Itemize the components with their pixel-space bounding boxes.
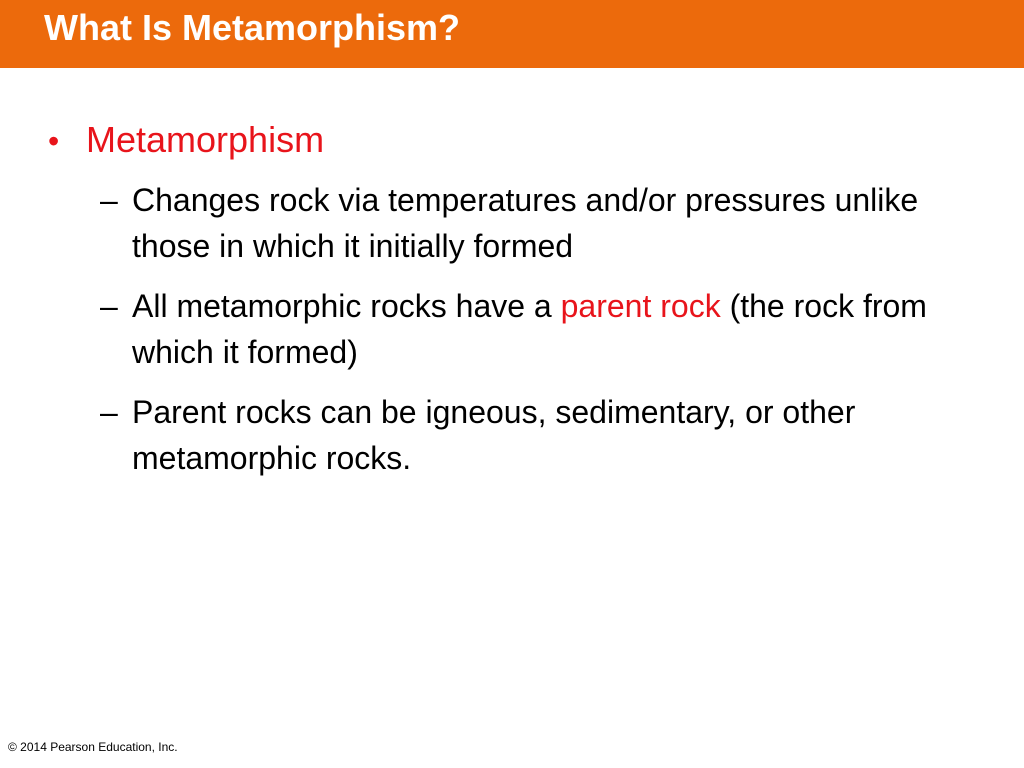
main-bullet (48, 118, 324, 163)
copyright-footer: © 2014 Pearson Education, Inc. (8, 740, 178, 754)
sub-bullet-text (132, 283, 1000, 375)
parent-rock-term: parent rock (560, 288, 721, 324)
main-bullet-label: Metamorphism (86, 119, 325, 160)
sub-bullet-temperature-pressure (100, 177, 1000, 269)
sub-bullet-text-before: All metamorphic rocks have a (132, 288, 561, 324)
sub-bullet-text: Parent rocks can be igneous, sedimentary, or other metamorphic rocks. (132, 394, 856, 476)
dash-marker: – (100, 288, 118, 324)
bullet-marker: • (48, 123, 60, 159)
sub-bullet-text: Changes rock via temperatures and/or pressures unlike those in which it initially formed (132, 182, 919, 264)
sub-bullet-text-after: (the rock from which it formed) (132, 288, 927, 370)
sub-bullet-parent-rock (100, 283, 1000, 375)
dash-marker: – (100, 182, 118, 218)
slide-title: What Is Metamorphism? (44, 7, 461, 48)
dash-marker: – (100, 394, 118, 430)
sub-bullet-parent-types (100, 389, 1000, 481)
